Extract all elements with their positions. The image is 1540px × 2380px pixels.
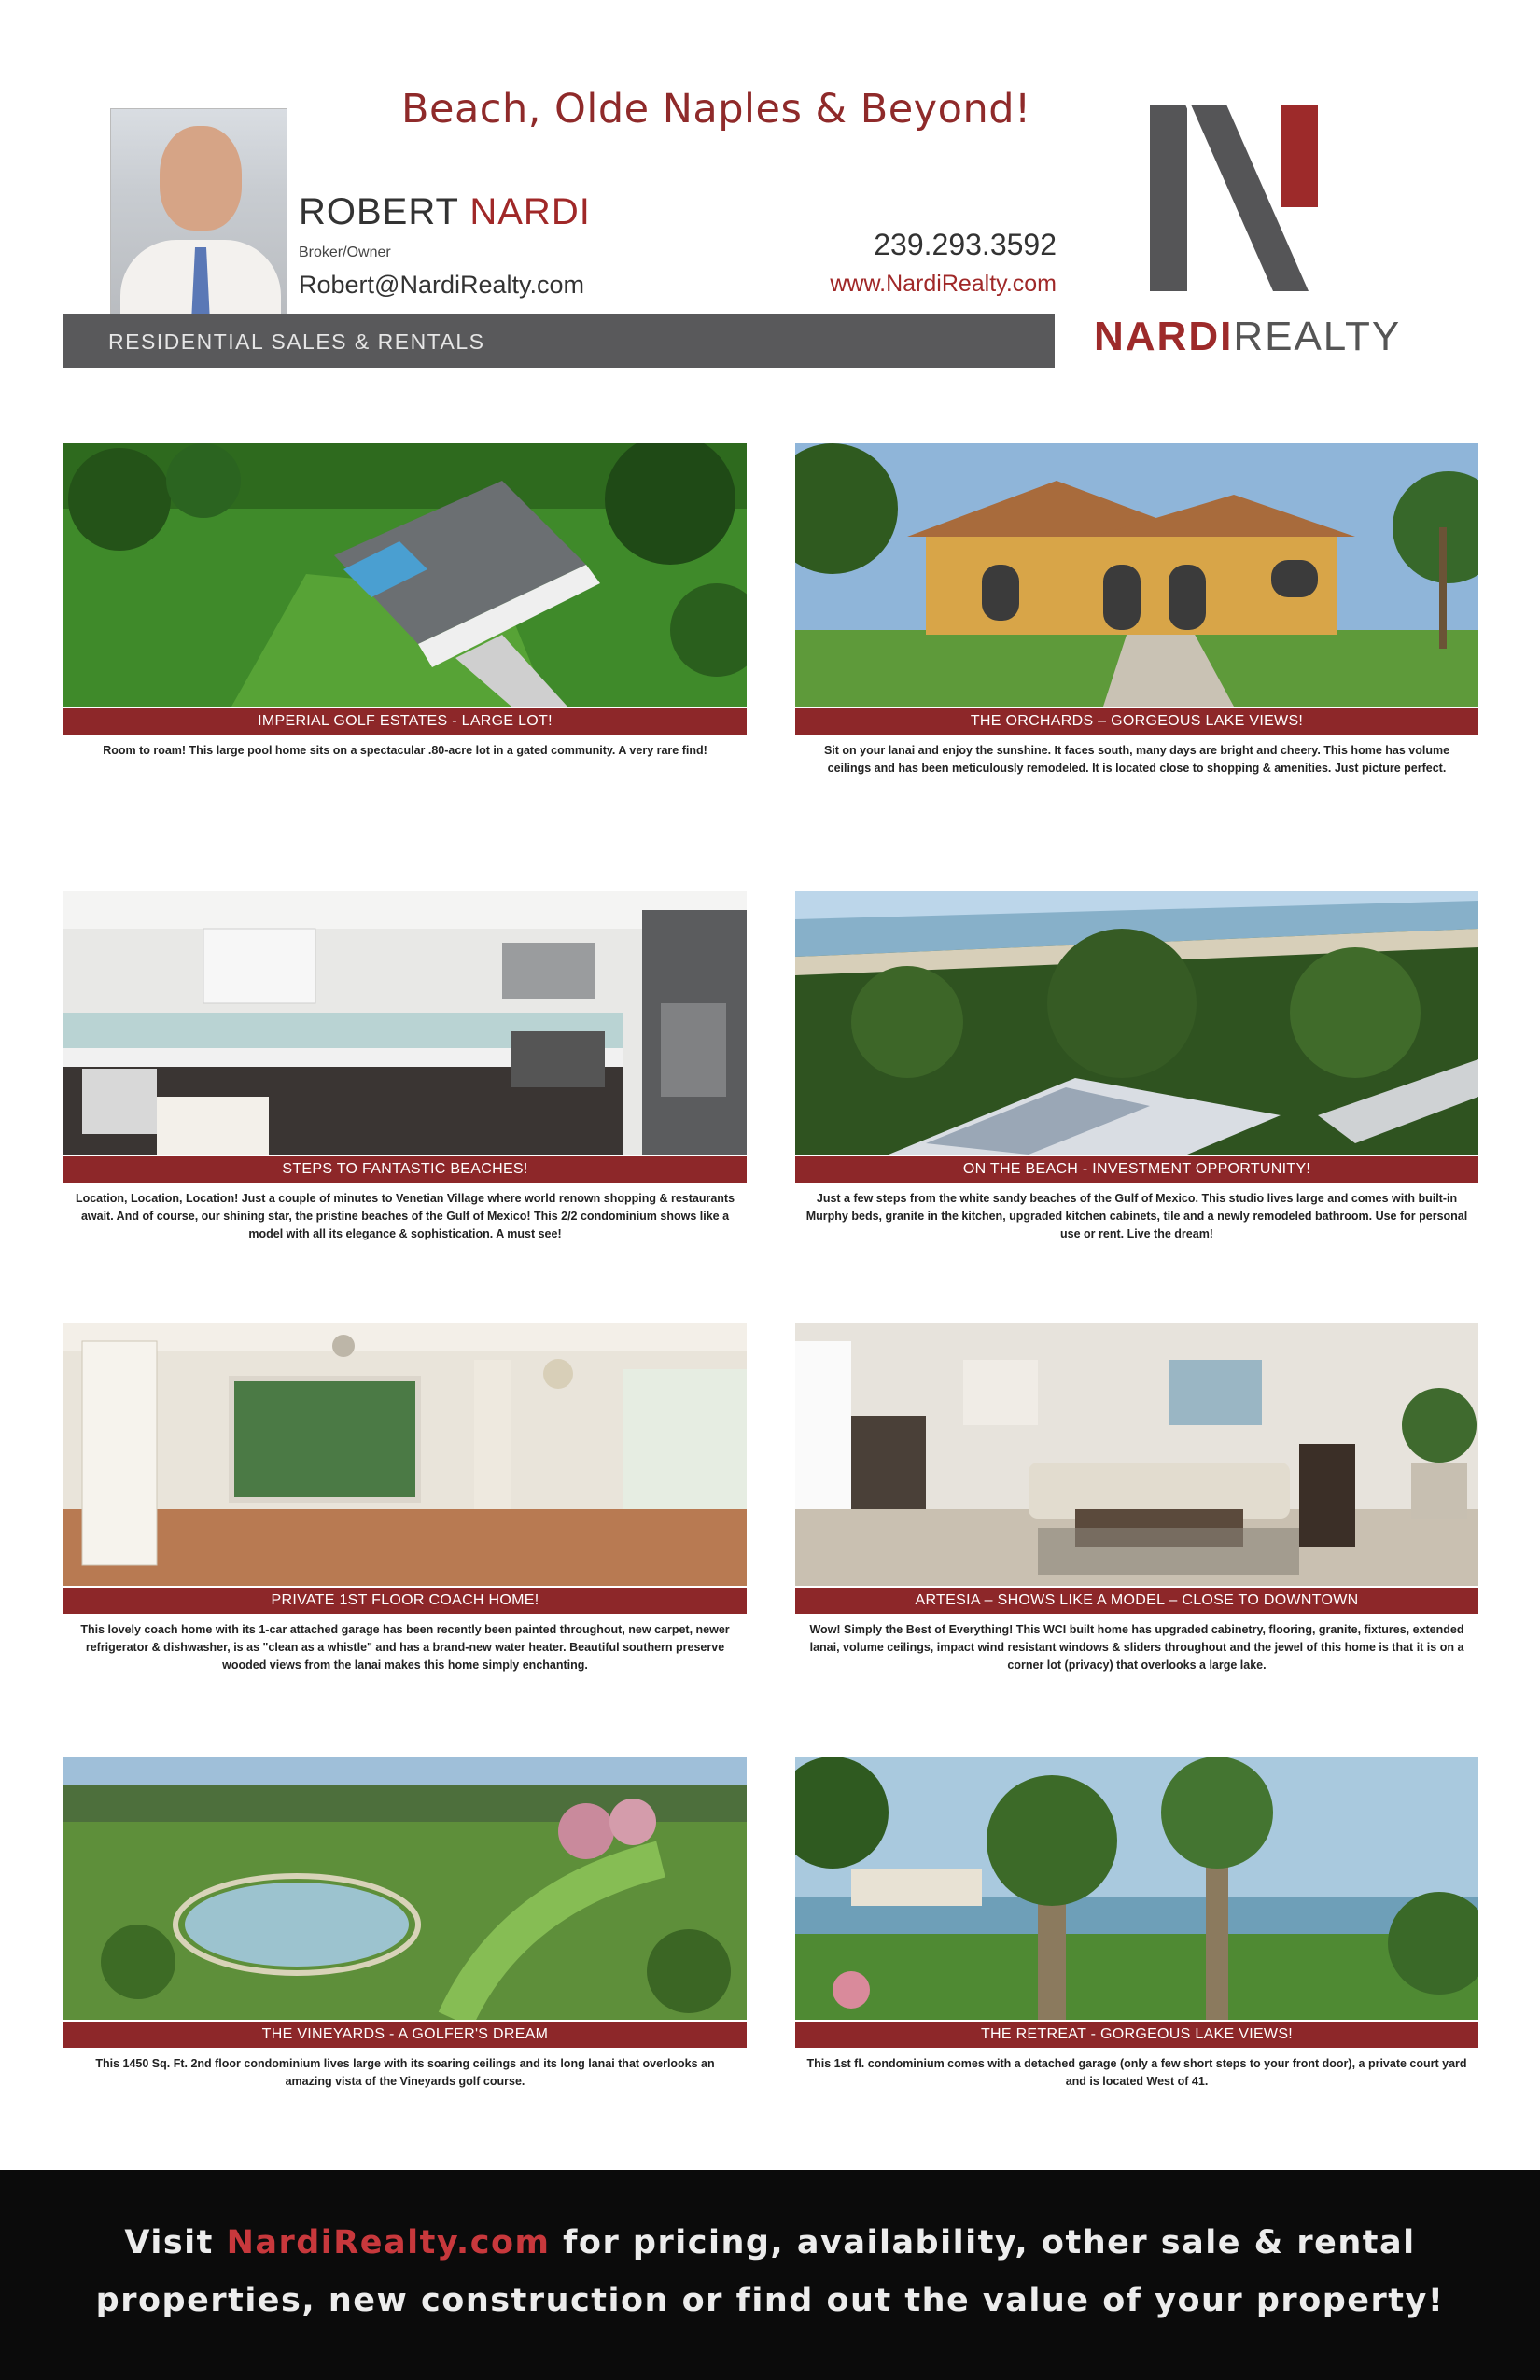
listing-card[interactable] — [63, 443, 747, 873]
agent-phone[interactable]: 239.293.3592 — [874, 228, 1057, 261]
agent-name — [299, 191, 591, 233]
listing-card[interactable] — [63, 1757, 747, 2186]
logo-wordmark — [1094, 314, 1401, 360]
listing-photo[interactable] — [63, 891, 747, 1155]
listing-photo[interactable] — [63, 443, 747, 707]
logo-bold: NARDI — [1094, 314, 1234, 359]
listing-title: ARTESIA – SHOWS LIKE A MODEL – CLOSE TO DOWNTOWN — [795, 1588, 1478, 1614]
listing-card[interactable] — [795, 891, 1478, 1321]
listing-title: ON THE BEACH - INVESTMENT OPPORTUNITY! — [795, 1156, 1478, 1183]
tagline: Beach, Olde Naples & Beyond! — [401, 86, 1031, 133]
footer-text-pre: Visit — [124, 2224, 227, 2261]
footer-website-link[interactable]: NardiRealty.com — [226, 2224, 551, 2261]
agent-photo — [110, 108, 287, 315]
listing-card[interactable] — [795, 1757, 1478, 2186]
listing-photo[interactable] — [63, 1323, 747, 1586]
listing-card[interactable] — [63, 1323, 747, 1752]
agent-last-name: NARDI — [469, 191, 591, 232]
listing-photo[interactable] — [63, 1757, 747, 2020]
agent-first-name: ROBERT — [299, 191, 459, 232]
nardi-logo-icon — [1150, 105, 1318, 291]
listing-photo[interactable] — [795, 891, 1478, 1155]
website-link[interactable]: www.NardiRealty.com — [830, 271, 1057, 297]
listing-card[interactable] — [795, 1323, 1478, 1752]
listing-card[interactable] — [795, 443, 1478, 873]
listing-description: This 1st fl. condominium comes with a detached garage (only a few short steps to your front door), a private court yard and is located West of 41. — [806, 2057, 1467, 2088]
listing-photo[interactable] — [795, 1323, 1478, 1586]
agent-email-link[interactable]: Robert@NardiRealty.com — [299, 271, 585, 299]
listing-description: Room to roam! This large pool home sits on a spectacular .80-acre lot in a gated community. A very rare find! — [103, 744, 707, 757]
listing-card[interactable] — [63, 891, 747, 1321]
listing-title: THE ORCHARDS – GORGEOUS LAKE VIEWS! — [795, 708, 1478, 735]
logo-regular: REALTY — [1233, 314, 1402, 359]
listing-description: Wow! Simply the Best of Everything! This WCI built home has upgraded cabinetry, flooring, granite, fixtures, extended lanai, volume ceilings, impact wind resistant windows & sliders throughout and the jewel of this home is that it is on a corner lot (privacy) that overlooks a large lake. — [809, 1623, 1464, 1672]
footer-line-1 — [0, 2224, 1540, 2261]
footer-banner — [0, 2170, 1540, 2380]
listing-description: Just a few steps from the white sandy beaches of the Gulf of Mexico. This studio lives large and comes with built-in Murphy beds, granite in the kitchen, upgraded kitchen cabinets, tile and a newly remodeled bathroom. Use for personal use or rent. Live the dream! — [805, 1192, 1468, 1240]
footer-text-post: for pricing, availability, other sale & rental — [550, 2224, 1416, 2261]
listing-title: STEPS TO FANTASTIC BEACHES! — [63, 1156, 747, 1183]
listing-photo[interactable] — [795, 443, 1478, 707]
listing-title: IMPERIAL GOLF ESTATES - LARGE LOT! — [63, 708, 747, 735]
listing-description: Sit on your lanai and enjoy the sunshine. It faces south, many days are bright and cheery. This home has volume ceilings and has been meticulously remodeled. It is located close to shopping & amenities. Just picture perfect. — [823, 744, 1450, 775]
agent-role: Broker/Owner — [299, 245, 391, 260]
listing-description: This lovely coach home with its 1-car attached garage has been recently been painted throughout, new carpet, newer refrigerator & dishwasher, is as "clean as a whistle" and has a brand-new water heater. Beautiful southern preserve wooded views from the lanai makes this home simply enchanting. — [80, 1623, 730, 1672]
listing-title: THE RETREAT - GORGEOUS LAKE VIEWS! — [795, 2022, 1478, 2048]
header — [0, 0, 1540, 392]
services-bar: RESIDENTIAL SALES & RENTALS — [63, 314, 1055, 368]
listing-title: PRIVATE 1ST FLOOR COACH HOME! — [63, 1588, 747, 1614]
listing-description: Location, Location, Location! Just a couple of minutes to Venetian Village where world renown shopping & restaurants await. And of course, our shining star, the pristine beaches of the Gulf of Mexico! This 2/2 condominium shows like a model with all its elegance & sophistication. A must see! — [75, 1192, 735, 1240]
listing-description: This 1450 Sq. Ft. 2nd floor condominium lives large with its soaring ceilings and its long lanai that overlooks an amazing vista of the Vineyards golf course. — [95, 2057, 715, 2088]
listing-photo[interactable] — [795, 1757, 1478, 2020]
footer-line-2: properties, new construction or find out the value of your property! — [95, 2282, 1445, 2319]
listing-title: THE VINEYARDS - A GOLFER'S DREAM — [63, 2022, 747, 2048]
